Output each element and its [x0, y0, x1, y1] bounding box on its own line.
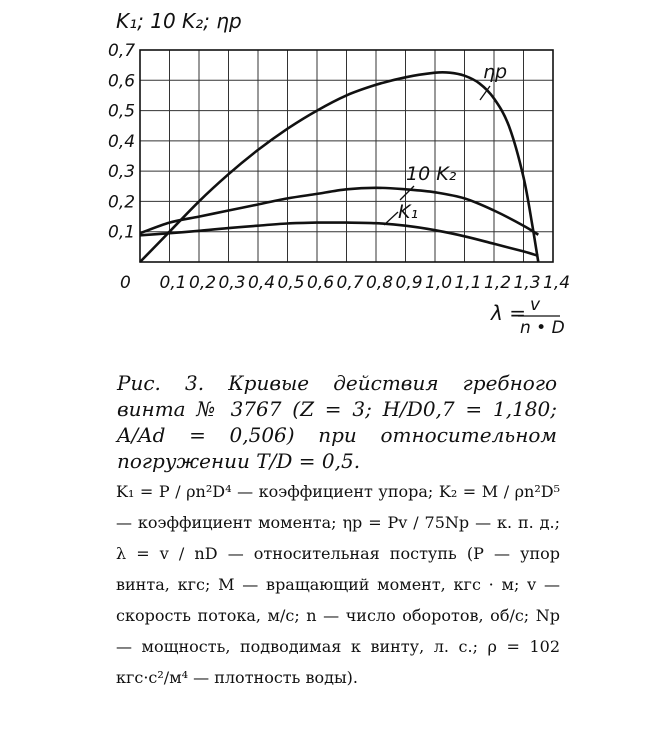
x-tick-label: 0,3: [218, 273, 246, 293]
x-tick-label: 1,3: [513, 273, 541, 293]
x-tick-label: 0,5: [277, 273, 305, 293]
figure-caption: Рис. 3. Кривые действия гребного винта № 3767 (Z = 3; H/D0,7 = 1,180; A/Ad = 0,506) при относительном погружении T/D = 0,5.: [117, 371, 557, 473]
formula-legend: [116, 476, 560, 693]
x-tick-label: 0,7: [336, 273, 364, 293]
y-tick-label: 0,1: [108, 222, 136, 243]
k2-description: — коэффициент момента;: [116, 513, 337, 532]
eta-formula: ηp = Pv / 75Np: [342, 513, 470, 532]
series-line-eta-p: [140, 72, 538, 262]
x-tick-label: 0: [120, 273, 131, 293]
k1-formula: K₁ = P / ρn²D⁴: [116, 482, 232, 501]
x-tick-label: 0,6: [307, 273, 335, 293]
label-k1: K₁: [398, 201, 419, 223]
x-tick-label: 1,2: [484, 273, 512, 293]
y-axis-title: K₁; 10 K₂; ηp: [116, 9, 242, 33]
eta-description: — к. п. д.;: [475, 513, 561, 532]
y-tick-label: 0,4: [108, 131, 136, 152]
y-tick-label: 0,3: [108, 162, 136, 183]
x-tick-label: 0,8: [366, 273, 394, 293]
x-tick-label: 0,2: [189, 273, 217, 293]
x-tick-label: 1,0: [425, 273, 453, 293]
x-tick-label: 1,4: [543, 273, 571, 293]
lambda-formula: λ = v / nD: [116, 544, 218, 563]
y-tick-label: 0,7: [108, 41, 136, 61]
k2-formula: K₂ = M / ρn²D⁵: [438, 482, 561, 501]
x-tick-label: 0,4: [248, 273, 276, 293]
label-10k2: 10 K₂: [406, 163, 457, 185]
series-line-10k2: [140, 188, 538, 235]
propeller-chart: [0, 0, 662, 360]
x-axis-title-denominator: n • D: [520, 318, 565, 338]
k1-description: — коэффициент упора;: [237, 482, 434, 501]
y-tick-label: 0,6: [108, 71, 136, 92]
x-axis-title-numerator: v: [530, 295, 541, 315]
chart-series: [140, 72, 538, 262]
variables-description: (P — упор винта, кгс; M — вращающий момент, кгс · м; v — скорость потока, м/с; n — число оборотов, об/с; Np — мощность, подводимая к винту, л. с.; ρ = 102 кгс·с²/м⁴ — плотность воды).: [116, 544, 561, 687]
x-tick-label: 0,9: [395, 273, 423, 293]
x-tick-label: 1,1: [454, 273, 482, 293]
x-tick-label: 0,1: [159, 273, 187, 293]
y-tick-label: 0,5: [108, 101, 136, 122]
series-line-k1: [140, 223, 538, 256]
label-eta-p: ηp: [483, 61, 508, 83]
y-tick-label: 0,2: [108, 192, 136, 213]
lambda-description: — относительная поступь: [227, 544, 457, 563]
x-axis-title-lhs: λ =: [491, 301, 526, 325]
